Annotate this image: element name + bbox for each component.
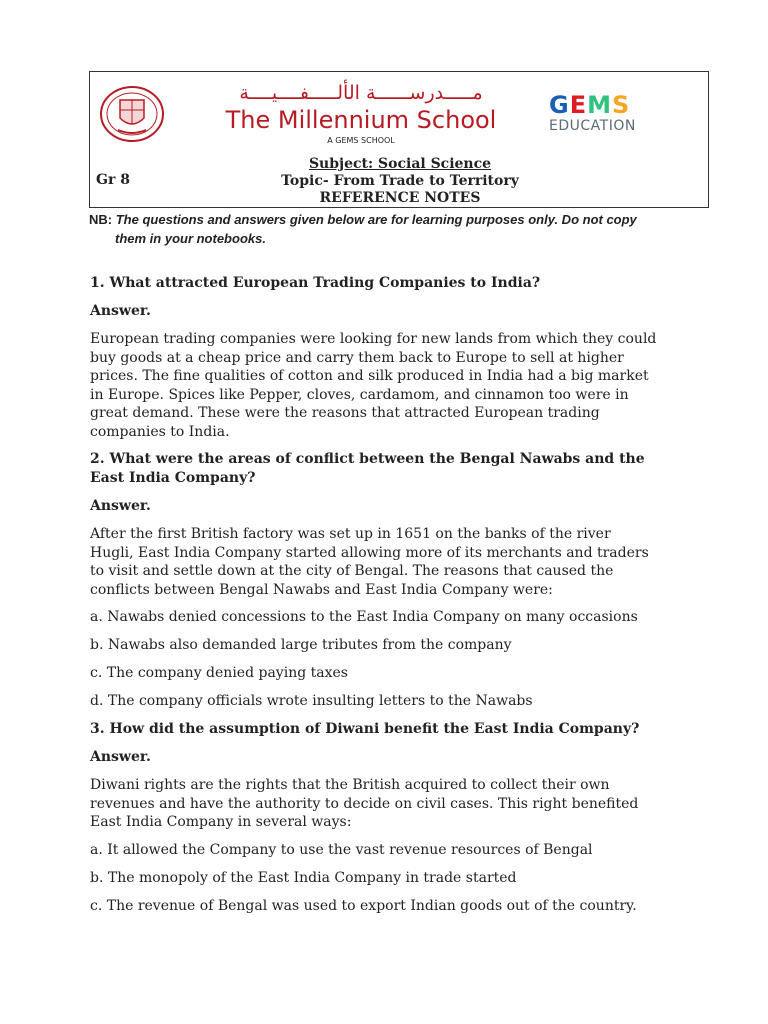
nb-label: NB:: [89, 212, 113, 227]
answer-1-paragraph: [90, 330, 690, 441]
list-item: c. The company denied paying taxes: [90, 665, 348, 681]
question-2: [90, 450, 690, 488]
paragraph-line: European trading companies were looking for new lands from which they could: [90, 331, 657, 347]
subject-block: [240, 156, 560, 207]
grade-label: Gr 8: [96, 172, 130, 188]
answer-label-2: Answer.: [90, 498, 151, 514]
answer-label-1: Answer.: [90, 303, 151, 319]
document-header: [89, 71, 709, 208]
school-name-block: [216, 82, 506, 147]
gems-wordmark: [549, 92, 634, 118]
gems-letter-g: G: [549, 91, 570, 119]
gems-letter-e: E: [569, 91, 588, 119]
nb-text-line1: The questions and answers given below are for learning purposes only. Do not copy: [115, 212, 637, 227]
paragraph-line: in Europe. Spices like Pepper, cloves, cardamom, and cinnamon too were in: [90, 386, 629, 403]
paragraph-line: companies to India.: [90, 423, 230, 440]
question-3: 3. How did the assumption of Diwani benefit the East India Company?: [90, 721, 640, 737]
gems-education-label: EDUCATION: [549, 118, 636, 134]
paragraph-line: East India Company in several ways:: [90, 814, 352, 830]
paragraph-line: great demand. These were the reasons that attracted European trading: [90, 405, 600, 421]
answer-2-paragraph: [90, 525, 690, 599]
gems-education-logo: [549, 92, 634, 134]
paragraph-line: After the first British factory was set up in 1651 on the banks of the river: [90, 526, 611, 542]
nb-note: [89, 210, 689, 248]
subject-title: Subject: Social Science: [308, 156, 492, 172]
paragraph-line: conflicts between Bengal Nawabs and East India Company were:: [90, 581, 553, 598]
question-1: 1. What attracted European Trading Companies to India?: [90, 275, 541, 291]
nb-text-line2: them in your notebooks.: [115, 231, 266, 246]
paragraph-line: Hugli, East India Company started allowing more of its merchants and traders: [90, 544, 649, 561]
answer-label-3: Answer.: [90, 749, 151, 765]
list-item: a. Nawabs denied concessions to the East India Company on many occasions: [90, 609, 638, 625]
notes-content: [90, 274, 690, 916]
gems-letter-m: M: [587, 91, 612, 119]
paragraph-line: revenues and have the authority to decide on civil cases. This right benefited: [90, 795, 639, 812]
paragraph-line: to visit and settle down at the city of Bengal. The reasons that caused the: [90, 563, 614, 579]
paragraph-line: buy goods at a cheap price and carry them back to Europe to sell at higher: [90, 349, 624, 366]
school-name: The Millennium School: [225, 106, 497, 134]
list-item: d. The company officials wrote insulting letters to the Nawabs: [90, 693, 533, 709]
gems-letter-s: S: [612, 91, 631, 119]
paragraph-line: Diwani rights are the rights that the British acquired to collect their own: [90, 777, 610, 793]
school-tagline: A GEMS SCHOOL: [327, 136, 395, 145]
topic-title: Topic- From Trade to Territory: [281, 173, 519, 189]
notes-title: REFERENCE NOTES: [319, 190, 481, 206]
paragraph-line: prices. The fine qualities of cotton and silk produced in India had a big market: [90, 368, 649, 384]
list-item: a. It allowed the Company to use the vast revenue resources of Bengal: [90, 841, 593, 858]
school-crest-logo: [98, 84, 166, 144]
question-2-line2: East India Company?: [90, 470, 256, 486]
school-arabic-name: مـــــدرســــــة الألـــــفــــيــــة: [239, 82, 483, 104]
list-item: b. Nawabs also demanded large tributes from the company: [90, 637, 512, 653]
list-item: b. The monopoly of the East India Company in trade started: [90, 869, 517, 886]
list-item: c. The revenue of Bengal was used to export Indian goods out of the country.: [90, 897, 637, 914]
answer-3-paragraph: [90, 776, 690, 832]
question-2-line1: 2. What were the areas of conflict between the Bengal Nawabs and the: [90, 451, 645, 467]
